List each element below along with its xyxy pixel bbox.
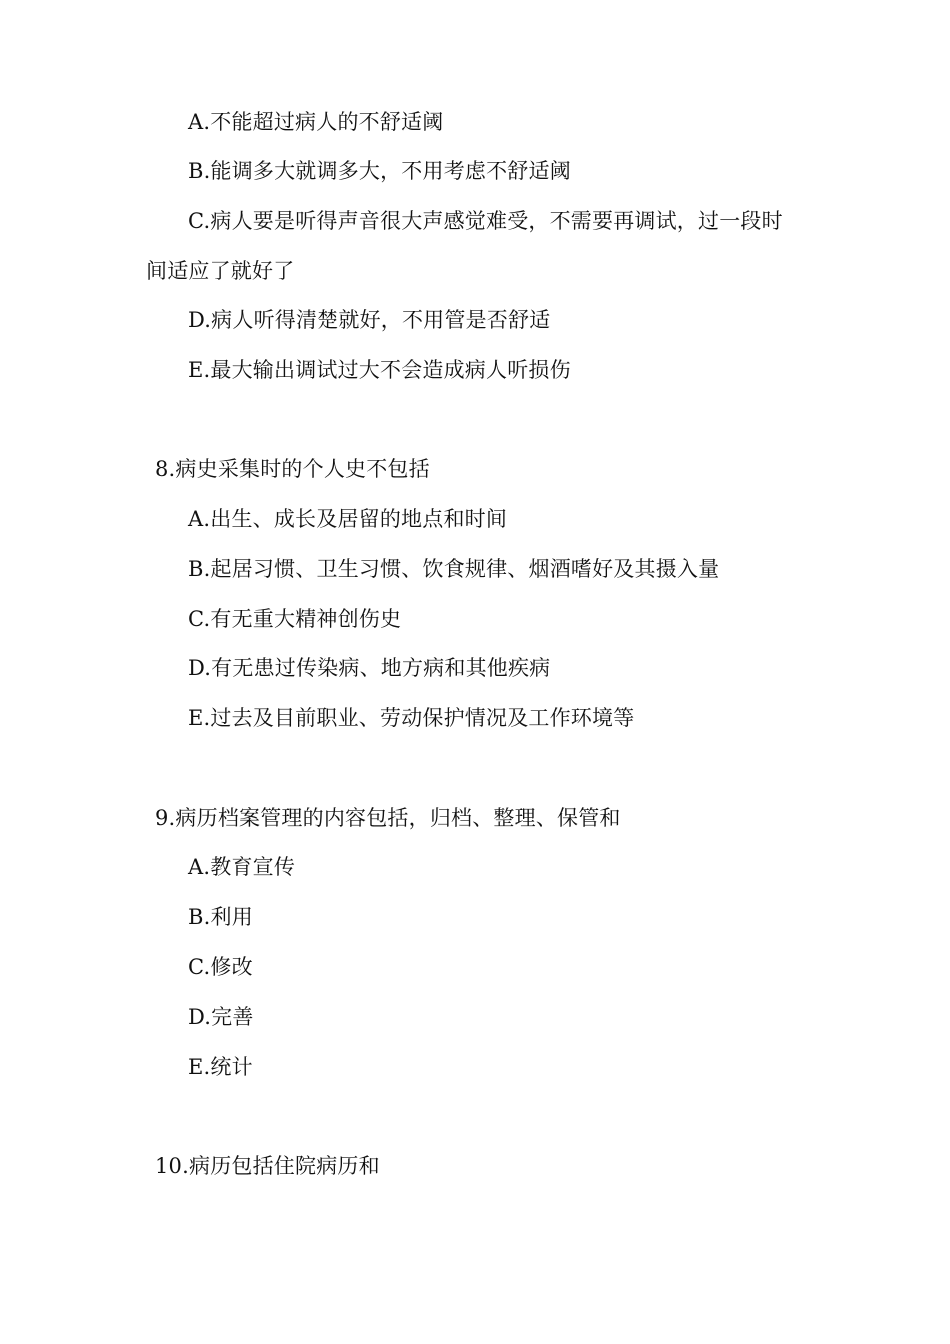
q9-option-d: D.完善 bbox=[188, 1005, 254, 1029]
q8-option-b: B.起居习惯、卫生习惯、饮食规律、烟酒嗜好及其摄入量 bbox=[188, 557, 720, 581]
q8-option-e: E.过去及目前职业、劳动保护情况及工作环境等 bbox=[188, 706, 635, 730]
q8-option-d: D.有无患过传染病、地方病和其他疾病 bbox=[188, 656, 551, 680]
q9-option-a: A.教育宣传 bbox=[188, 855, 296, 879]
q7-option-d: D.病人听得清楚就好，不用管是否舒适 bbox=[188, 308, 551, 332]
q8-option-c: C.有无重大精神创伤史 bbox=[188, 607, 402, 631]
q7-option-b: B.能调多大就调多大，不用考虑不舒适阈 bbox=[188, 159, 571, 183]
q8-stem: 8.病史采集时的个人史不包括 bbox=[155, 457, 430, 481]
q10-stem: 10.病历包括住院病历和 bbox=[155, 1154, 380, 1178]
q7-option-c-line1: C.病人要是听得声音很大声感觉难受，不需要再调试，过一段时 bbox=[188, 209, 783, 233]
q9-stem: 9.病历档案管理的内容包括，归档、整理、保管和 bbox=[155, 806, 621, 830]
q9-option-b: B.利用 bbox=[188, 905, 253, 929]
q9-option-c: C.修改 bbox=[188, 955, 253, 979]
q8-option-a: A.出生、成长及居留的地点和时间 bbox=[188, 507, 508, 531]
q7-option-a: A.不能超过病人的不舒适阈 bbox=[188, 110, 444, 134]
q9-option-e: E.统计 bbox=[188, 1055, 253, 1079]
q7-option-c-line2: 间适应了就好了 bbox=[146, 259, 295, 283]
q7-option-e: E.最大输出调试过大不会造成病人听损伤 bbox=[188, 358, 571, 382]
